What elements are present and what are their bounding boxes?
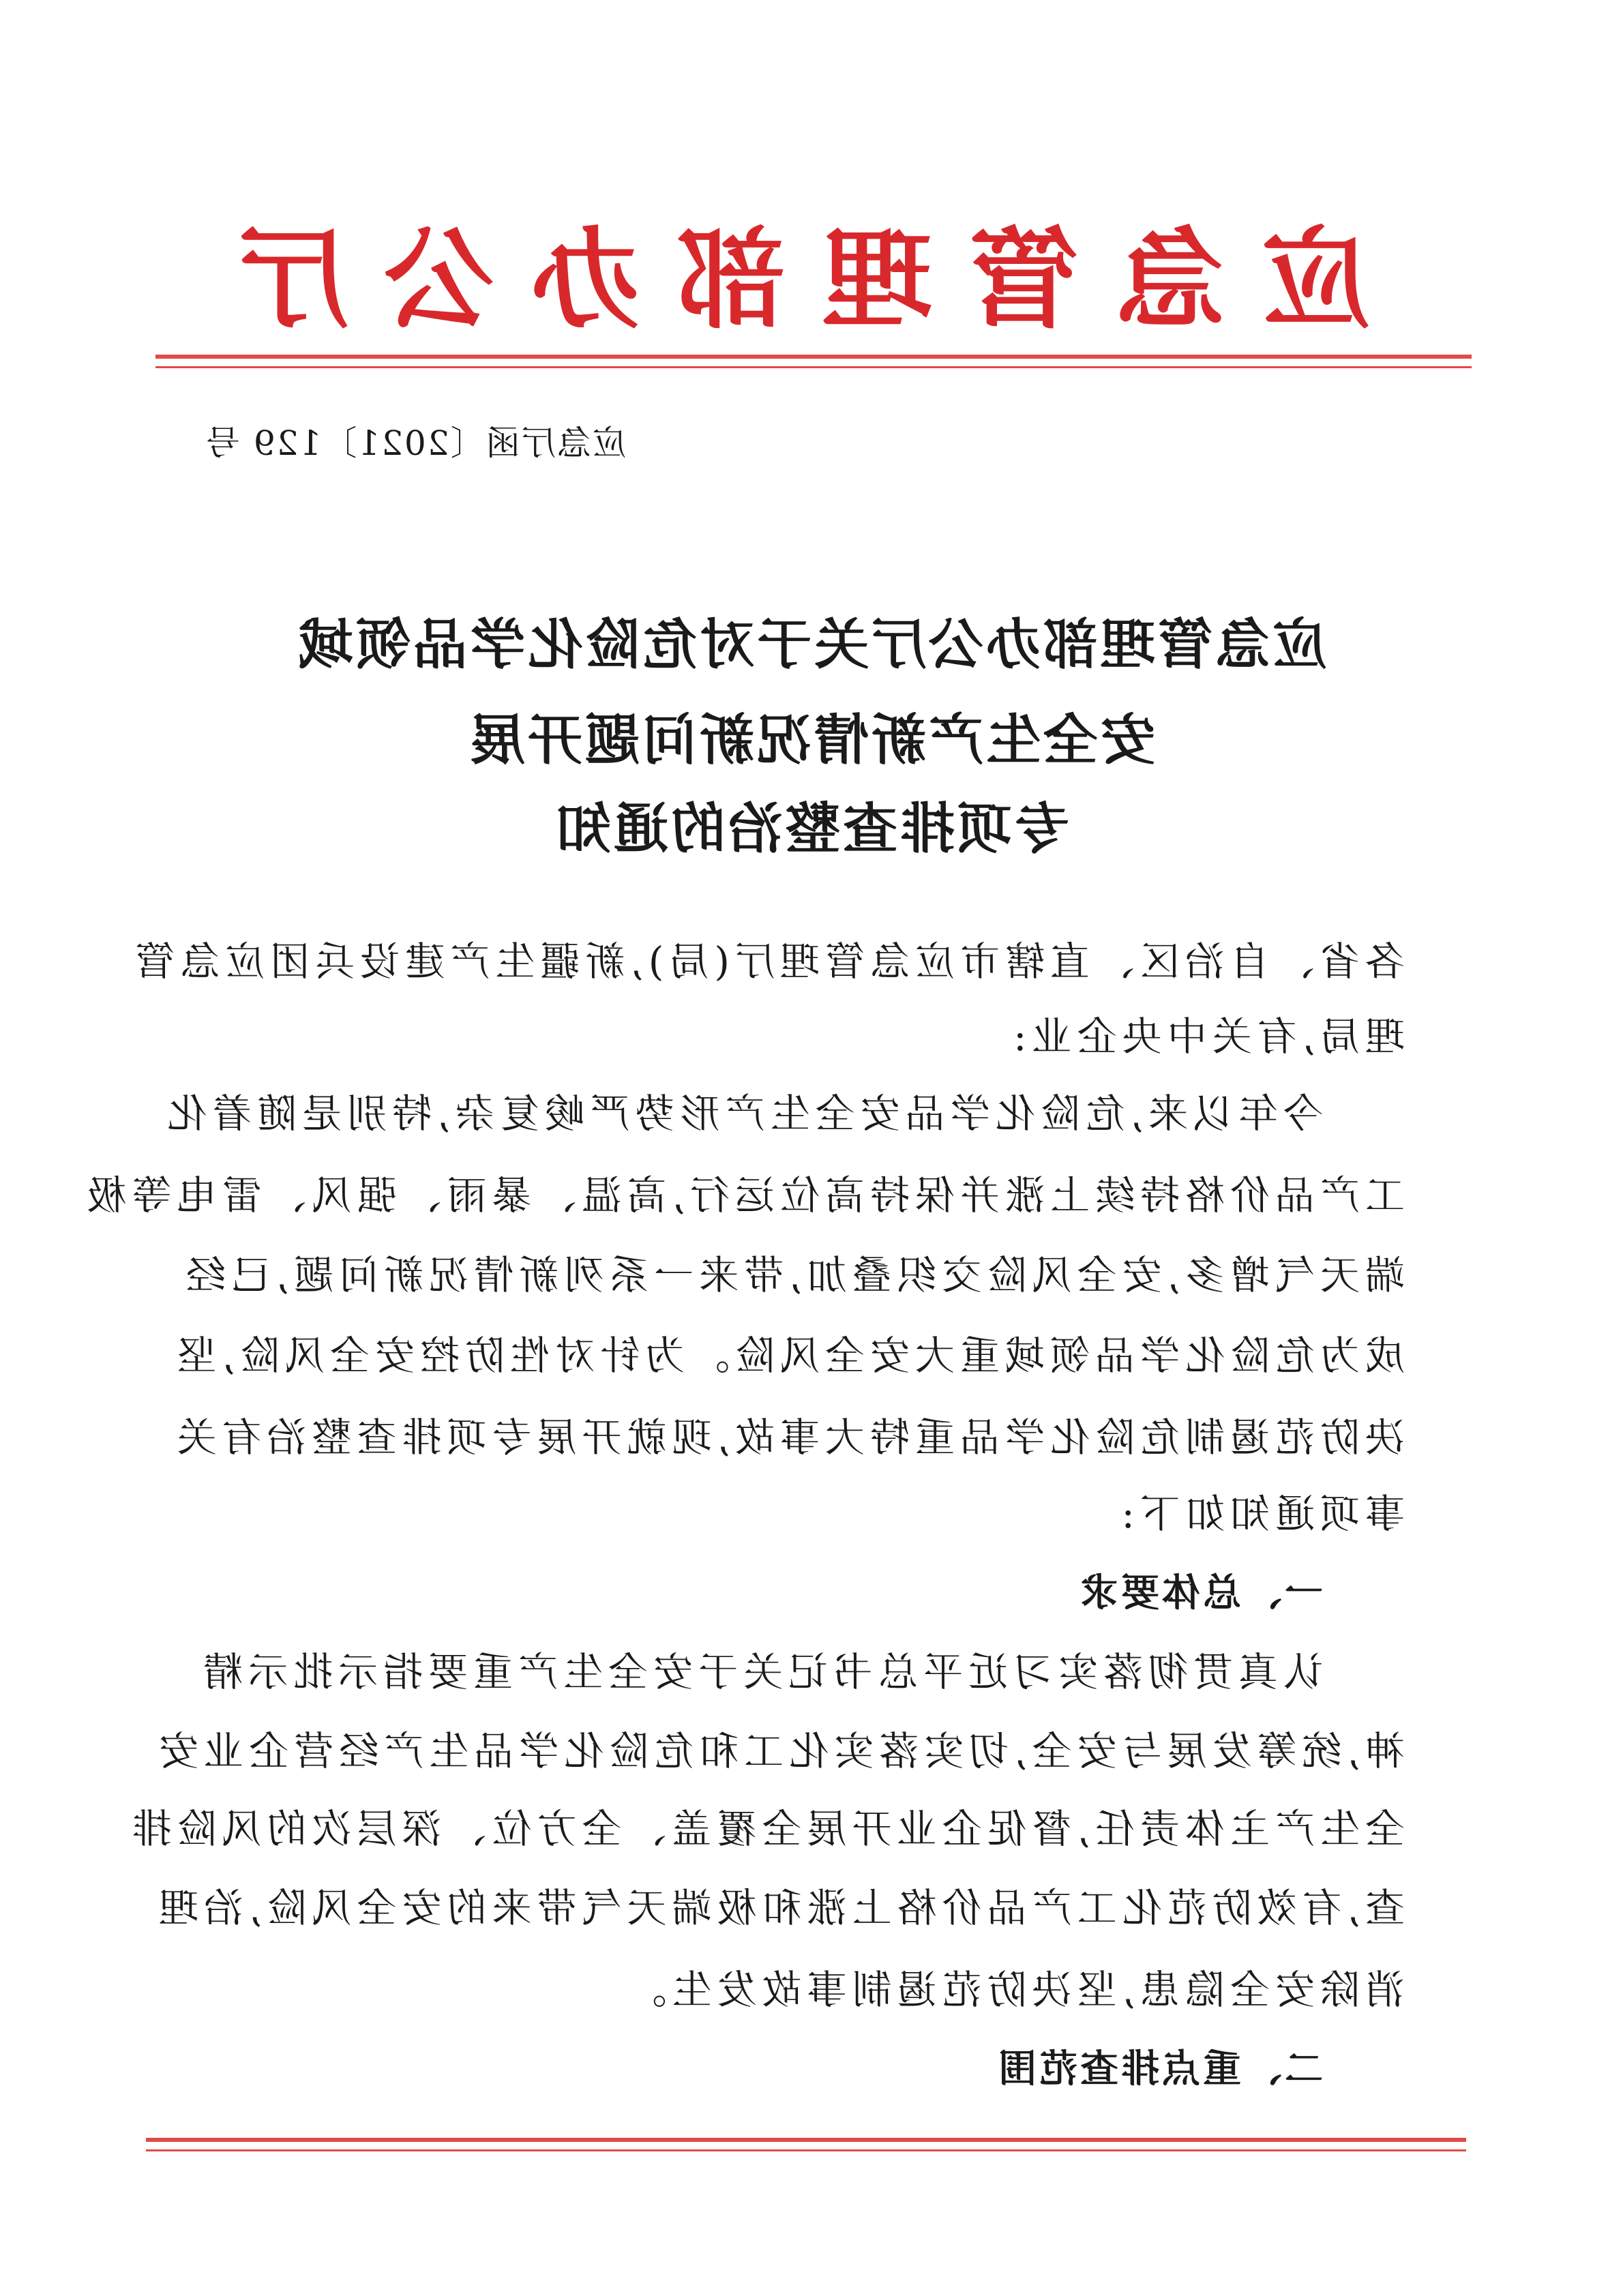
paragraph-line: 神,统筹发展与安全,切实落实化工和危险化学品生产经营企业安 [153, 1728, 1405, 1774]
org-name-char: 管 [969, 215, 1079, 344]
org-name-char: 公 [385, 215, 494, 344]
paragraph-line: 端天气增多,安全风险交织叠加,带来一系列新情况新问题,已经 [180, 1252, 1405, 1298]
footer-divider-thin [146, 2149, 1466, 2151]
header-divider-thick [155, 355, 1472, 359]
section-heading: 二、重点排查范围 [996, 2047, 1323, 2091]
document-title-line: 专项排查整治的通知 [554, 796, 1069, 861]
org-name-char: 办 [531, 215, 640, 344]
addressee-line: 各省、自治区、直辖市应急管理厅(局),新疆生产建设兵团应急管 [130, 938, 1405, 985]
paragraph-line: 决防范遏制危险化学品重特大事故,现就开展专项排查整治有关 [171, 1414, 1405, 1461]
footer-divider-thick [146, 2138, 1466, 2142]
org-name-char: 厅 [239, 215, 348, 344]
section-heading: 一、总体要求 [1077, 1571, 1323, 1615]
org-name-char: 理 [823, 215, 933, 344]
paragraph-line: 工产品价格持续上涨并保持高位运行,高温、暴雨、强风、雷电等极 [81, 1172, 1405, 1219]
org-name-char: 急 [1115, 215, 1225, 344]
document-title-line: 安全生产新情况新问题开展 [468, 708, 1155, 772]
header-divider-thin [155, 366, 1472, 368]
paragraph-line: 消除安全隐患,坚决防范遏制事故发生。 [621, 1967, 1405, 2013]
org-name-char: 应 [1261, 215, 1371, 344]
paragraph-line: 认真贯彻落实习近平总书记关于安全生产重要指示批示精 [197, 1649, 1323, 1695]
document-title-line: 应急管理部办公厅关于对危险化学品领域 [296, 612, 1327, 676]
paragraph-line: 成为危险化学品领域重大安全风险。为针对性防控安全风险,坚 [171, 1332, 1405, 1379]
paragraph-line: 事项通知如下: [1116, 1491, 1405, 1537]
paragraph-line: 查,有效防范化工产品价格上涨和极端天气带来的安全风险,治理 [153, 1885, 1405, 1931]
org-name-char: 部 [676, 215, 786, 344]
document-number: 应急厅函〔2021〕129 号 [205, 423, 627, 463]
issuing-office-name [239, 215, 1371, 344]
paragraph-line: 全生产主体责任,督促企业开展全覆盖、全方位、深层次的风险排 [126, 1806, 1405, 1852]
addressee-line: 理局,有关中央企业: [1008, 1013, 1405, 1060]
paragraph-line: 今年以来,危险化学品安全生产形势严峻复杂,特别是随着化 [162, 1090, 1323, 1137]
